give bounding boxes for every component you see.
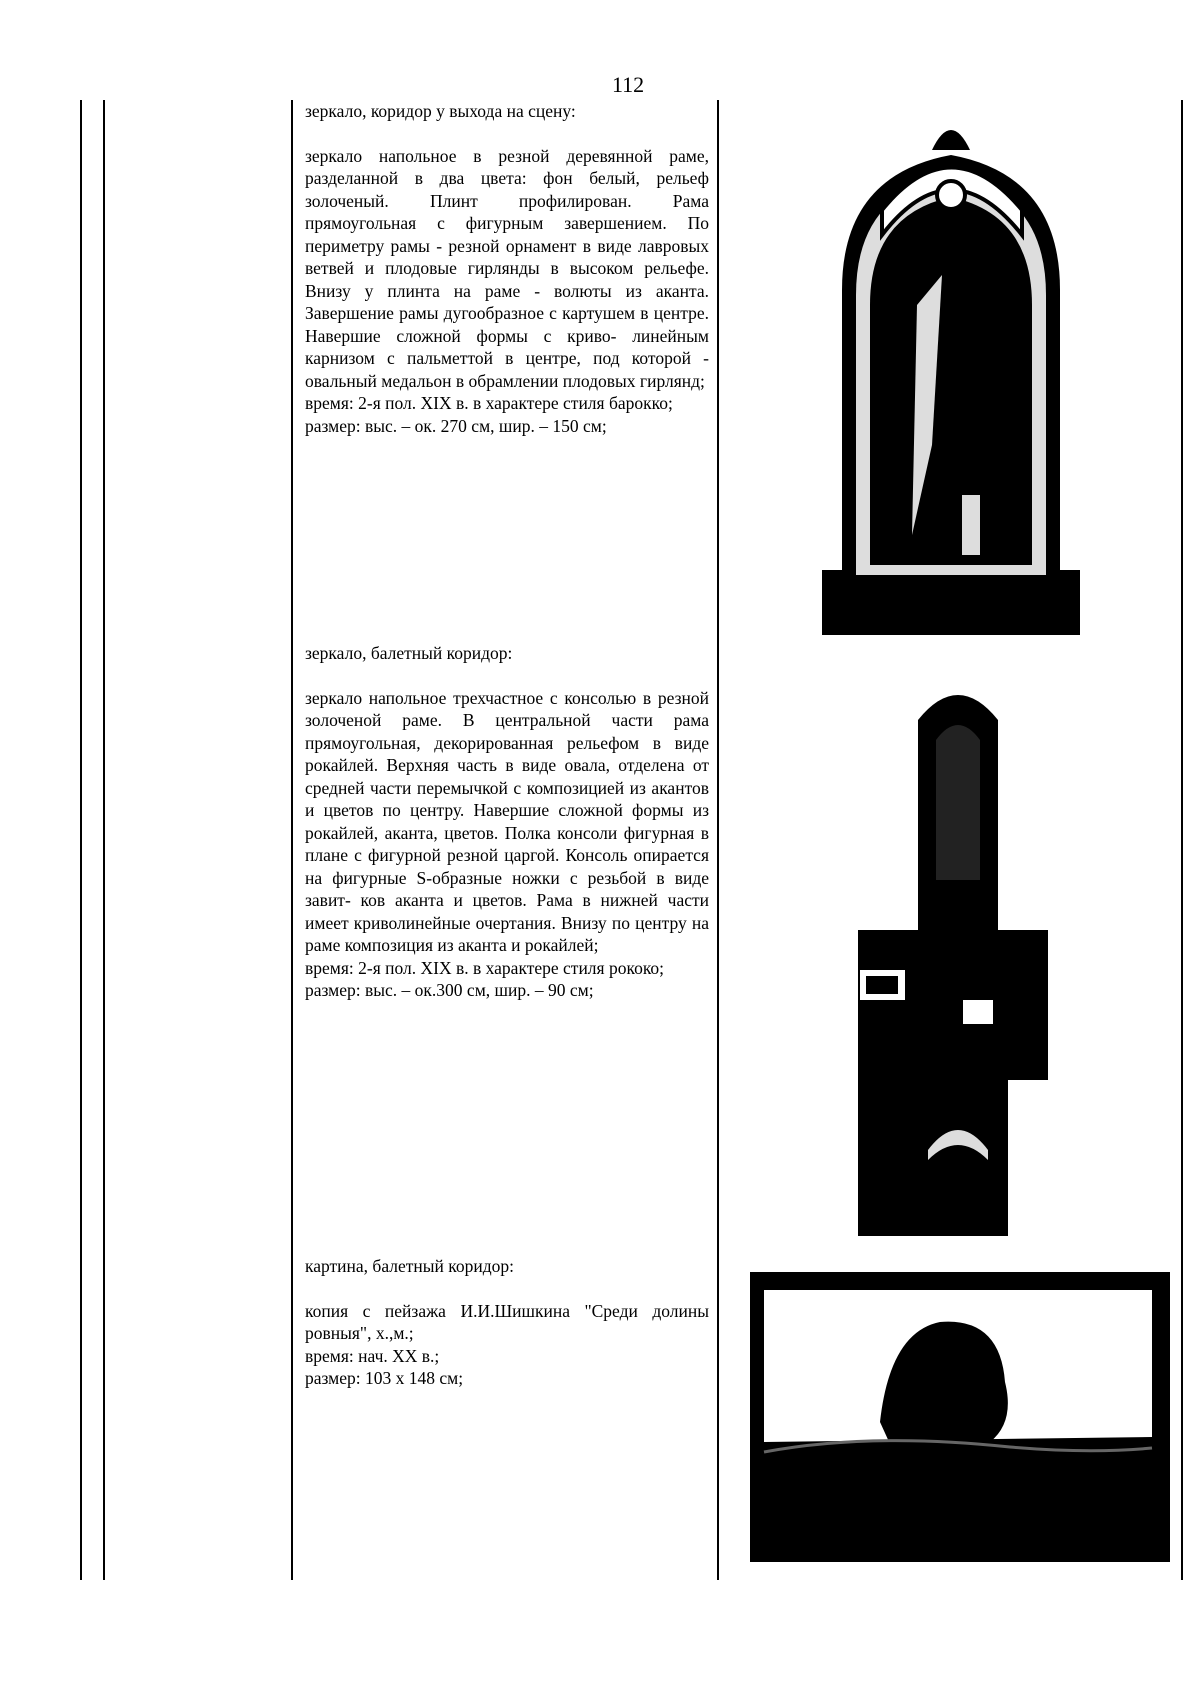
entry-description: копия с пейзажа И.И.Шишкина "Среди долины ровныя", х.,м.; bbox=[305, 1300, 709, 1343]
entry-time: время: нач. XX в.; bbox=[305, 1345, 440, 1366]
entry-description: зеркало напольное трехчастное с консолью в резной золоченой раме. В центральной части рама прямоугольная, декорированная рельефом в виде рокайлей. Верхняя часть в виде овала, отделена от средней части перемычкой с композицией из акантов и цветов по центру. Навершие сложной формы из рокайлей, аканта, цветов. Полка консоли фигурная в плане с фигурной резной царгой. Консоль опирается на фигурные S-образные ножки с резьбой в виде завит- ков аканта и цветов. Рама в нижней части имеет криволинейные очертания. Внизу по центру на раме композиция из аканта и рокайлей; bbox=[305, 687, 709, 955]
table-rule-text-right bbox=[717, 100, 719, 1580]
entry-time: время: 2-я пол. XIX в. в характере стиля барокко; bbox=[305, 393, 673, 413]
mirror-console-photo bbox=[858, 680, 1048, 1236]
catalog-entry bbox=[305, 1255, 709, 1390]
catalog-entry bbox=[305, 642, 709, 1002]
painting-photo-image bbox=[750, 1272, 1170, 1562]
table-rule-left-inner bbox=[103, 100, 105, 1580]
mirror-console-photo-image bbox=[858, 680, 1048, 1236]
page-number: 112 bbox=[612, 72, 645, 97]
mirror-photo bbox=[822, 115, 1080, 635]
table-rule-left-outer bbox=[80, 100, 82, 1580]
entry-description: зеркало напольное в резной деревянной раме, разделанной в два цвета: фон белый, рельеф золоченый. Плинт профилирован. Рама прямоугольная с фигурным завершением. По периметру рамы - резной орнамент в виде лавровых ветвей и плодовые гирлянды в высоком рельефе. Внизу у плинта на раме - волюты из аканта. Завершение рамы дугообразное с картушем в центре. Навершие сложной формы с криво- линейным карнизом с пальметтой в центре, под которой - овальный медальон в обрамлении плодовых гирлянд; bbox=[305, 145, 709, 391]
painting-photo bbox=[750, 1272, 1170, 1562]
table-rule-text-left bbox=[291, 100, 293, 1580]
entry-heading: картина, балетный коридор: bbox=[305, 1256, 515, 1276]
catalog-entry bbox=[305, 100, 709, 437]
entry-time: время: 2-я пол. XIX в. в характере стиля рококо; bbox=[305, 957, 665, 978]
table-rule-right bbox=[1181, 100, 1183, 1580]
entry-size: размер: выс. – ок.300 см, шир. – 90 см; bbox=[305, 980, 594, 1000]
entry-size: размер: 103 х 148 см; bbox=[305, 1368, 464, 1388]
mirror-photo-image bbox=[822, 115, 1080, 635]
entry-size: размер: выс. – ок. 270 см, шир. – 150 см; bbox=[305, 415, 607, 436]
entry-heading: зеркало, коридор у выхода на сцену: bbox=[305, 101, 576, 121]
entry-heading: зеркало, балетный коридор: bbox=[305, 643, 513, 663]
